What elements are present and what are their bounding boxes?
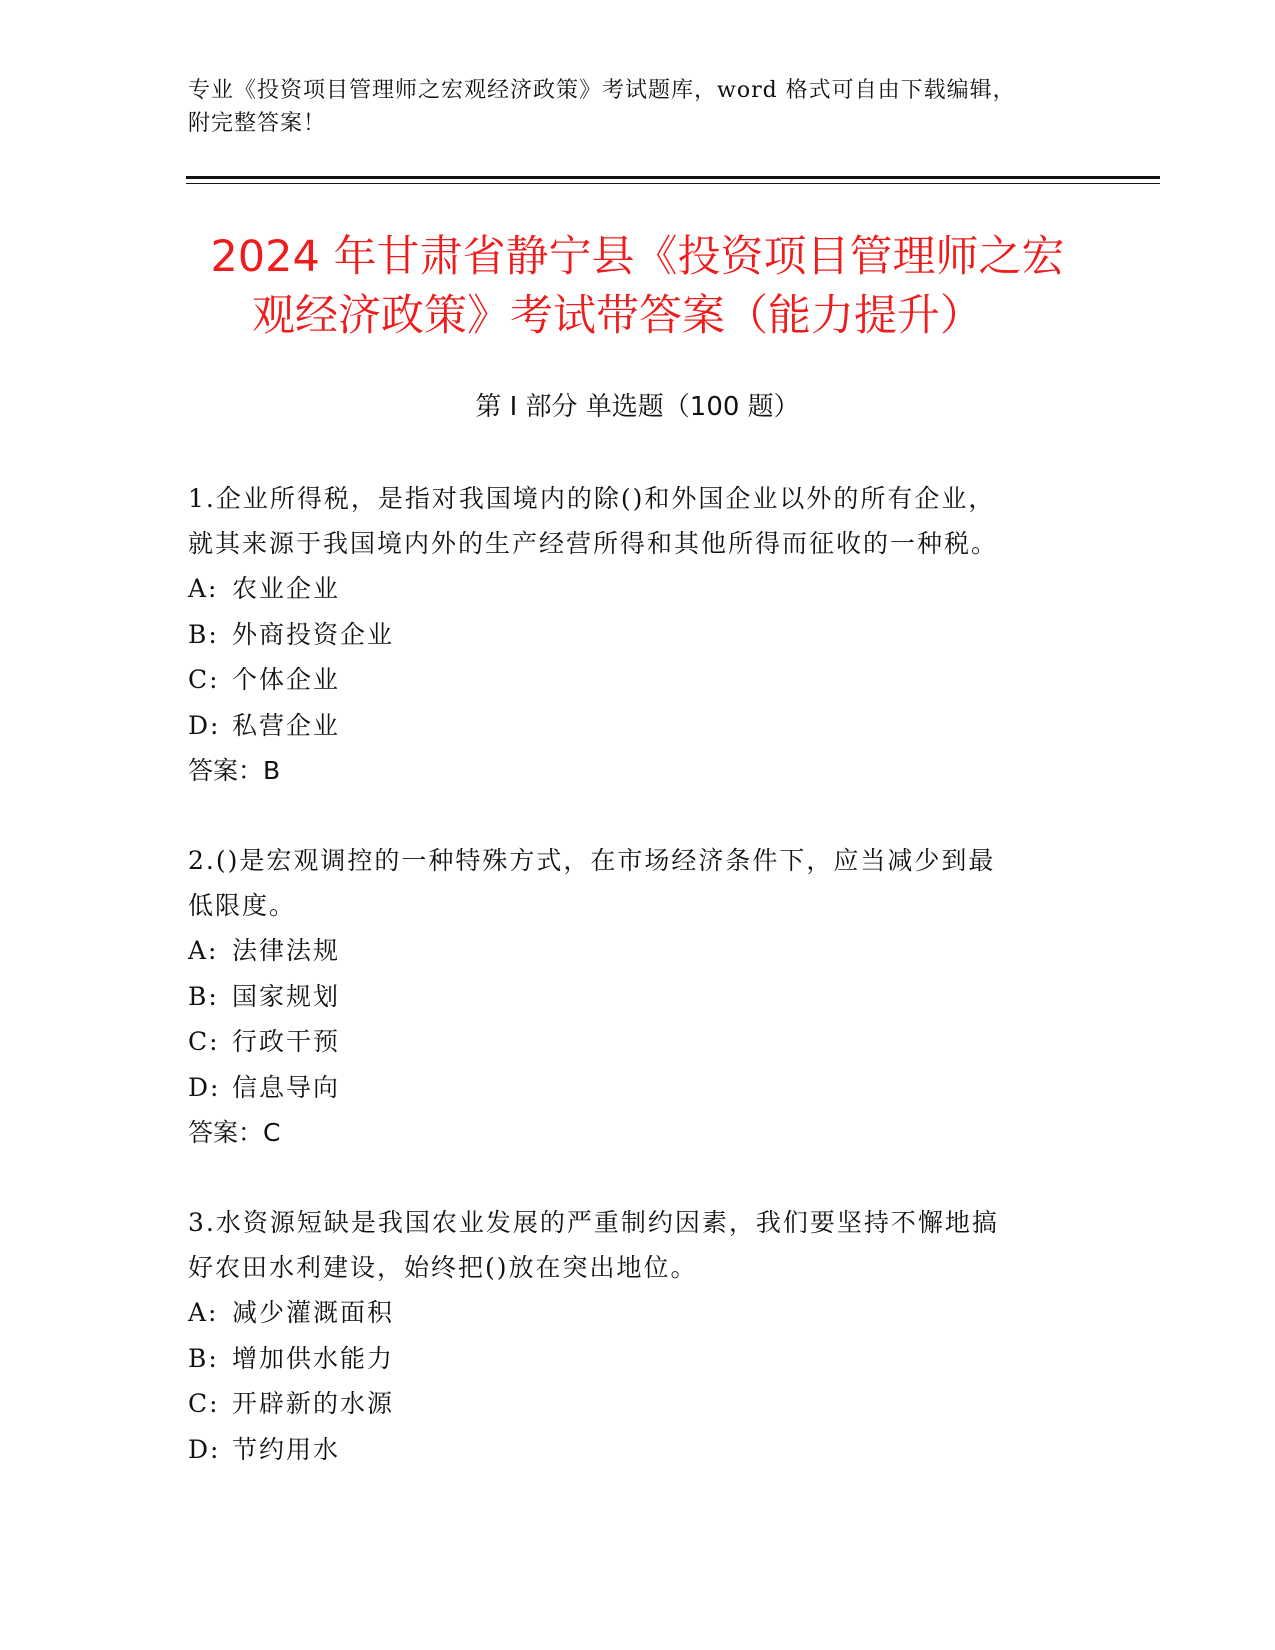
header-note-line-1: 专业《投资项目管理师之宏观经济政策》考试题库，word 格式可自由下载编辑， [188,78,1016,103]
question-stem-line: 2.()是宏观调控的一种特殊方式，在市场经济条件下，应当减少到最 [188,846,996,875]
question-answer: 答案：C [188,1118,281,1147]
question-answer: 答案：B [188,756,281,785]
document-title-line-2: 观经济政策》考试带答案（能力提升） [252,291,983,341]
question-option-d [188,1427,1068,1473]
question-option-a [188,566,1068,612]
question-option-a [188,1290,1068,1336]
question-stem-line: 好农田水利建设，始终把()放在突出地位。 [188,1253,698,1282]
question-3 [188,1200,1068,1472]
option-key: C: [188,1027,220,1056]
question-2 [188,838,1068,1156]
option-key: D: [188,710,221,740]
option-key: B: [188,1343,219,1373]
option-key: B: [188,981,219,1011]
option-key: C: [188,1389,220,1418]
question-stem-line: 3.水资源短缺是我国农业发展的严重制约因素，我们要坚持不懈地搞 [188,1208,999,1237]
option-text: 国家规划 [232,981,341,1011]
option-text: 开辟新的水源 [232,1389,395,1418]
option-key: D: [188,1072,221,1102]
question-option-d [188,1065,1068,1111]
option-text: 减少灌溉面积 [232,1298,395,1327]
option-text: 外商投资企业 [232,619,395,649]
question-stem-line: 低限度。 [188,891,297,920]
option-key: B: [188,619,219,649]
question-option-a [188,928,1068,974]
option-text: 法律法规 [232,936,341,965]
option-text: 增加供水能力 [232,1343,395,1373]
question-stem-line: 就其来源于我国境内外的生产经营所得和其他所得而征收的一种税。 [188,529,999,558]
header-divider-thin [186,183,1160,184]
question-option-b [188,974,1068,1020]
question-1 [188,476,1068,794]
question-option-b [188,1336,1068,1382]
option-key: D: [188,1434,221,1464]
document-title [130,228,1145,346]
option-text: 行政干预 [232,1027,341,1056]
question-option-d [188,703,1068,749]
option-key: A: [188,574,219,603]
option-text: 信息导向 [232,1072,341,1102]
option-text: 个体企业 [232,665,341,694]
header-note-line-2: 附完整答案！ [188,111,327,136]
header-note [188,74,1088,140]
option-text: 节约用水 [232,1434,341,1464]
question-option-c [188,657,1068,703]
section-heading: 第 I 部分 单选题（100 题） [475,392,800,422]
question-option-b [188,612,1068,658]
header-divider-thick [186,176,1160,179]
document-title-line-1: 2024 年甘肃省静宁县《投资项目管理师之宏 [210,232,1065,282]
option-key: C: [188,665,220,694]
question-option-c [188,1381,1068,1427]
option-text: 私营企业 [232,710,341,740]
question-stem-line: 1.企业所得税，是指对我国境内的除()和外国企业以外的所有企业， [188,484,996,513]
question-list [188,476,1068,1516]
option-text: 农业企业 [232,574,341,603]
option-key: A: [188,1298,219,1327]
question-option-c [188,1019,1068,1065]
option-key: A: [188,936,219,965]
